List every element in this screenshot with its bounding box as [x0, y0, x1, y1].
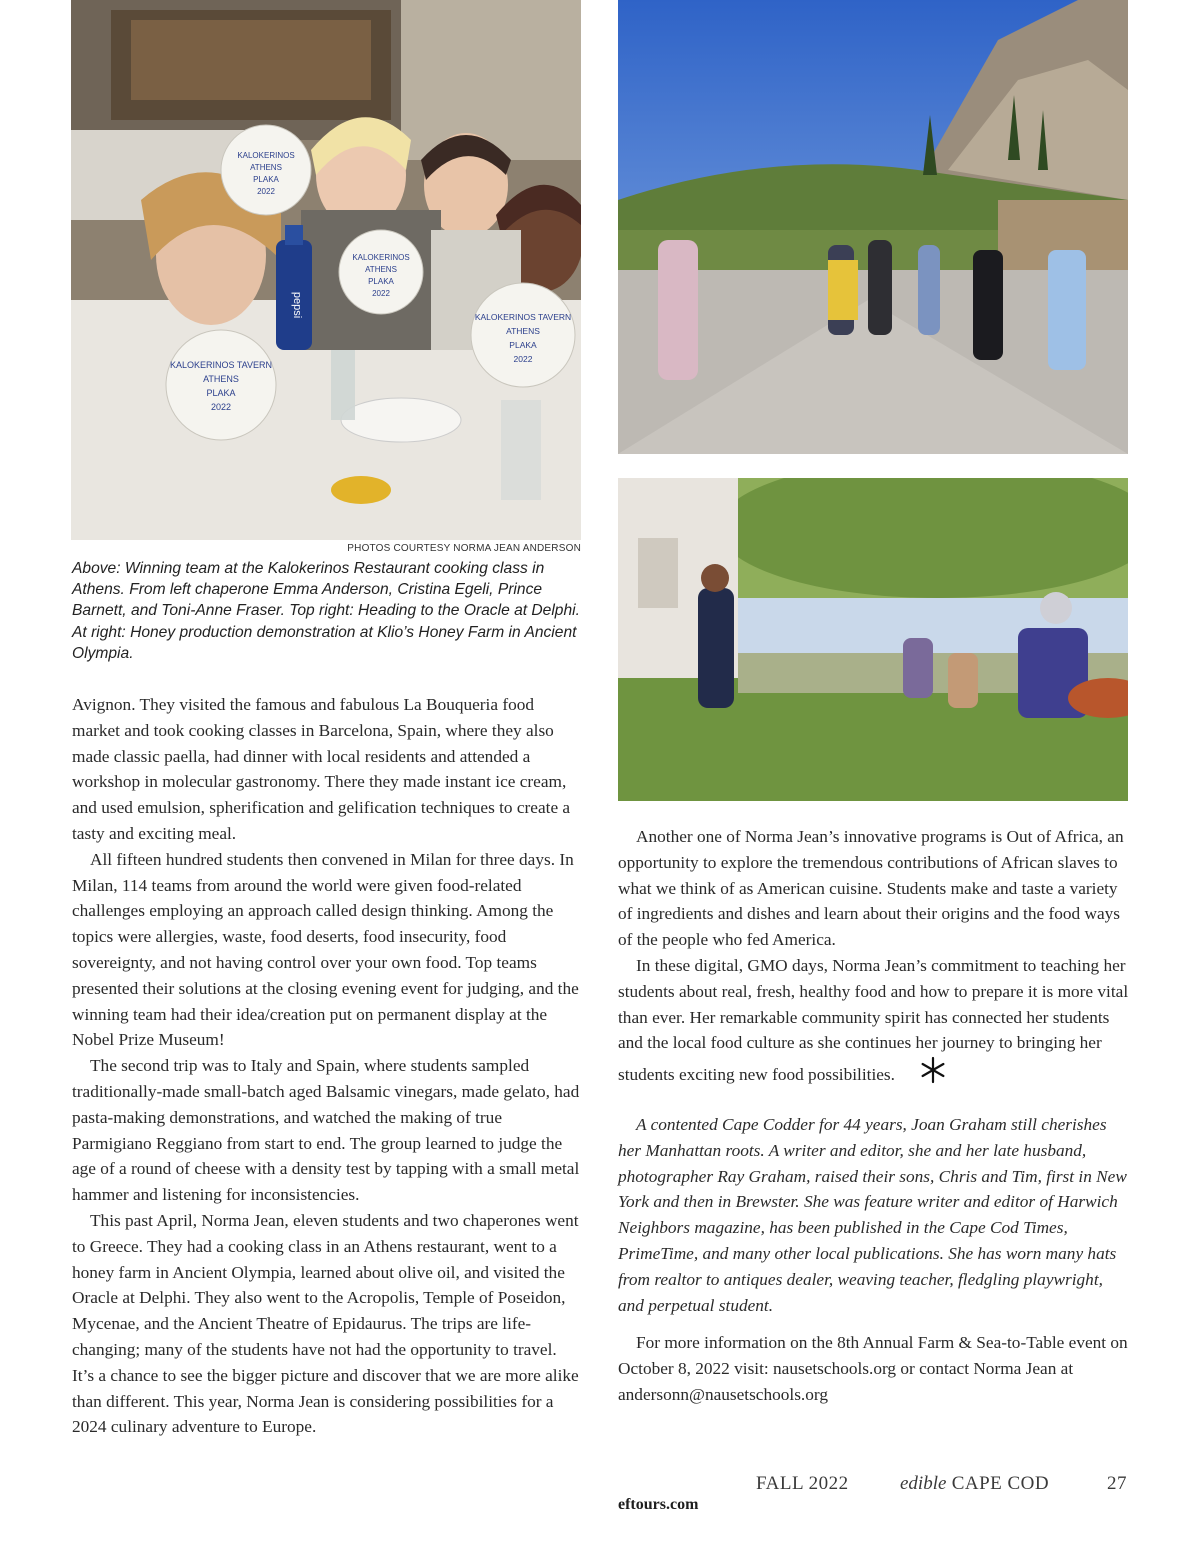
photo-caption: Above: Winning team at the Kalokerinos Restaurant cooking class in Athens. From left chaperone Emma Anderson, Cristina Egeli, Prince Barnett, and Toni-Anne Fraser. Top right: Heading to the Oracle at Delphi. At right: Honey production demonstration at Klio’s Honey Farm in Ancient Olympia. — [72, 560, 580, 662]
honey-farm-photo — [618, 478, 1128, 801]
folio-magazine — [900, 1473, 1049, 1495]
magazine-name: CAPE COD — [951, 1473, 1050, 1494]
plate-right — [471, 283, 575, 387]
end-star-icon — [901, 1056, 947, 1092]
svg-text:PLAKA: PLAKA — [206, 388, 236, 398]
svg-text:KALOKERINOS TAVERN: KALOKERINOS TAVERN — [474, 312, 572, 322]
closing-paragraph — [618, 953, 1133, 1092]
svg-text:KALOKERINOS TAVERN: KALOKERINOS TAVERN — [169, 360, 273, 370]
svg-text:PLAKA: PLAKA — [368, 277, 394, 286]
svg-text:ATHENS: ATHENS — [203, 374, 239, 384]
body-paragraph: Another one of Norma Jean’s innovative programs is Out of Africa, an opportunity to explore the tremendous contributions of African slaves to what we think of as American cuisine. Students make and taste a variety of ingredients and dishes and learn about their origins and the food ways of the people who fed America. — [618, 827, 1124, 950]
plate-front-left — [166, 330, 276, 440]
page-number: 27 — [1107, 1473, 1127, 1494]
svg-text:PLAKA: PLAKA — [509, 340, 537, 350]
author-bio: A contented Cape Codder for 44 years, Joan Graham still cherishes her Manhattan roots. A writer and editor, she and her late husband, photographer Ray Graham, raised their sons, Chris and Tim, first in New York and then in Brewster. She was feature writer and editor of Harwich Neighbors magazine, has been published in the Cape Cod Times, PrimeTime, and many other local publications. She has worn many hats from realtor to antiques dealer, weaving teacher, fledgling playwright, and perpetual student. — [618, 1114, 1127, 1315]
body-paragraph: The second trip was to Italy and Spain, where students sampled traditionally-made small-batch aged Balsamic vinegars, made gelato, had pasta-making demonstrations, and watched the making of true Parmigiano Reggiano from start to end. The group learned to judge the age of a round of cheese with a density test by tapping with a small metal hammer and listening for inconsistencies. — [72, 1056, 580, 1205]
right-body-column — [618, 824, 1133, 1408]
svg-text:2022: 2022 — [257, 187, 275, 196]
plate-middle — [339, 230, 423, 314]
svg-text:2022: 2022 — [210, 402, 232, 412]
svg-text:2022: 2022 — [513, 354, 533, 364]
svg-text:2022: 2022 — [372, 289, 390, 298]
delphi-oracle-photo — [618, 0, 1128, 454]
eftours-link[interactable]: eftours.com — [618, 1496, 699, 1513]
folio-issue: FALL 2022 — [756, 1473, 849, 1494]
body-paragraph: Avignon. They visited the famous and fabulous La Bouqueria food market and took cooking classes in Barcelona, Spain, where they also made classic paella, had dinner with local residents and attended a workshop in molecular gastronomy. There they made instant ice cream, and used emulsion, spherification and gelification techniques to create a tasty and exciting meal. — [72, 695, 571, 843]
body-paragraph: This past April, Norma Jean, eleven students and two chaperones went to Greece. They had a cooking class in an Athens restaurant, went to a honey farm in Ancient Olympia, learned about olive oil, and visited the Oracle at Delphi. They also went to the Acropolis, Temple of Poseidon, Mycenae, and the Ancient Theatre of Epidaurus. The trips are life-changing; many of the students have not had the opportunity to travel. It’s a chance to see the bigger picture and discover that we are more alike than different. This year, Norma Jean is considering possibilities for a 2024 culinary adventure to Europe. — [72, 1210, 579, 1437]
photo-credit: PHOTOS COURTESY NORMA JEAN ANDERSON — [347, 543, 581, 554]
svg-text:PLAKA: PLAKA — [253, 175, 279, 184]
athens-cooking-class-photo — [71, 0, 581, 540]
magazine-prefix: edible — [900, 1473, 947, 1494]
svg-text:KALOKERINOS: KALOKERINOS — [237, 151, 295, 160]
svg-text:ATHENS: ATHENS — [365, 265, 397, 274]
plate-top — [221, 125, 311, 215]
body-paragraph: All fifteen hundred students then convened in Milan for three days. In Milan, 114 teams from around the world were given food-related challenges employing an approach called design thinking. Among the topics were allergies, waste, food deserts, food insecurity, food sovereignty, and not having control over your own food. Top teams presented their solutions at the closing evening event for judging, and the winning team had their idea/creation put on permanent display at the Nobel Prize Museum! — [72, 849, 579, 1050]
svg-text:ATHENS: ATHENS — [506, 326, 540, 336]
bottle-label: pepsi — [291, 291, 303, 319]
svg-text:ATHENS: ATHENS — [250, 163, 282, 172]
svg-text:KALOKERINOS: KALOKERINOS — [352, 253, 410, 262]
left-body-column — [72, 692, 582, 1440]
closing-paragraph-text: In these digital, GMO days, Norma Jean’s commitment to teaching her students about real, fresh, healthy food and how to prepare it is more vital than ever. Her remarkable community spirit has connected her students and the local food culture as she continues her journey to bringing her students exciting new food possibilities. — [618, 955, 1129, 1085]
event-info: For more information on the 8th Annual Farm & Sea-to-Table event on October 8, 2022 visit: nausetschools.org or contact Norma Jean at andersonn@nausetschools.org — [618, 1333, 1128, 1404]
